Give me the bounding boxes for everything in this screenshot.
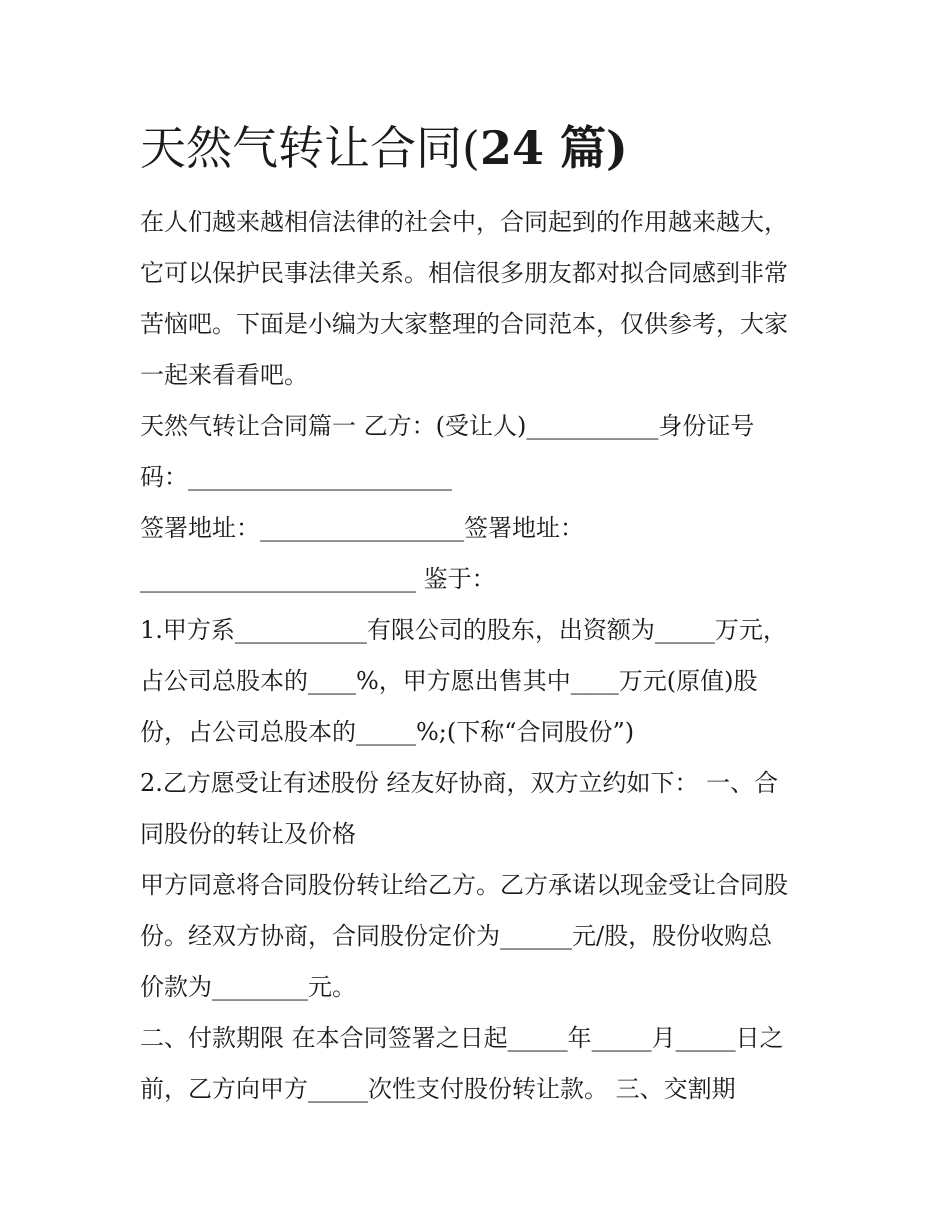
text-line-10: 占公司总股本的____%，甲方愿出售其中____万元(原值)股 <box>140 667 758 695</box>
document-title <box>140 118 628 178</box>
text-line-12: 2.乙方愿受让有述股份 经友好协商，双方立约如下： 一、合 <box>140 769 779 797</box>
text-line-15: 份。经双方协商，合同股份定价为______元/股，股份收购总 <box>140 922 773 950</box>
text-line-17: 二、付款期限 在本合同签署之日起_____年_____月_____日之 <box>140 1024 784 1052</box>
text-line-13: 同股份的转让及价格 <box>140 820 356 848</box>
text-line-4: 一起来看看吧。 <box>140 361 308 389</box>
text-line-5: 天然气转让合同篇一 乙方：(受让人)___________身份证号 <box>140 412 755 440</box>
title-prefix: 天然气转让合同( <box>140 121 480 175</box>
text-line-11: 份，占公司总股本的_____%;(下称“合同股份”) <box>140 718 635 746</box>
text-line-14: 甲方同意将合同股份转让给乙方。乙方承诺以现金受让合同股 <box>140 871 788 899</box>
text-line-6: 码：______________________ <box>140 463 452 491</box>
text-line-18: 前，乙方向甲方_____次性支付股份转让款。 三、交割期 <box>140 1075 736 1103</box>
text-line-8: _______________________ 鉴于： <box>140 565 496 593</box>
text-line-7: 签署地址：_________________签署地址： <box>140 514 584 542</box>
text-line-1: 在人们越来越相信法律的社会中，合同起到的作用越来越大， <box>140 208 788 236</box>
text-line-3: 苦恼吧。下面是小编为大家整理的合同范本，仅供参考，大家 <box>140 310 788 338</box>
title-suffix: 篇) <box>543 121 628 175</box>
text-line-2: 它可以保护民事法律关系。相信很多朋友都对拟合同感到非常 <box>140 259 788 287</box>
text-line-16: 价款为________元。 <box>140 973 356 1001</box>
title-number: 24 <box>479 121 544 175</box>
text-line-9: 1.甲方系___________有限公司的股东，出资额为_____万元， <box>140 616 787 644</box>
